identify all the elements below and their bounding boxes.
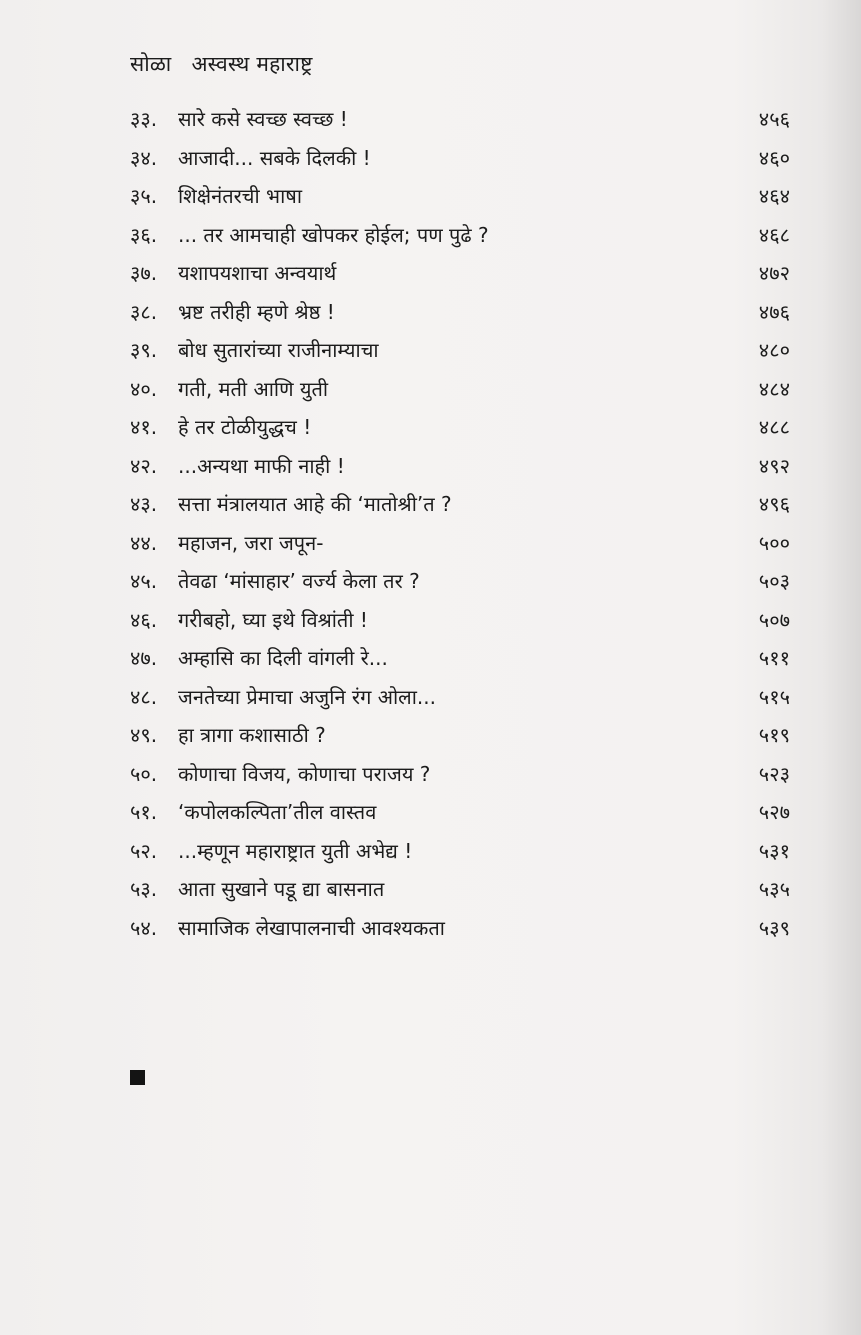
table-of-contents — [130, 100, 790, 947]
entry-number: ३९. — [130, 338, 158, 362]
toc-entry — [130, 139, 790, 178]
book-title: अस्वस्थ महाराष्ट्र — [191, 52, 313, 76]
toc-entry — [130, 177, 790, 216]
entry-number: ४६. — [130, 607, 158, 632]
toc-entry — [130, 678, 790, 717]
entry-page: ५१९ — [758, 723, 790, 747]
entry-page: ४५६ — [758, 107, 790, 131]
entry-number: ३७. — [130, 261, 158, 285]
entry-title: यशापयशाचा अन्वयार्थ — [178, 261, 337, 285]
entry-page: ४६० — [758, 145, 790, 170]
entry-number: ४०. — [130, 376, 158, 401]
entry-page: ५२७ — [758, 800, 790, 824]
entry-title: हे तर टोळीयुद्धच ! — [178, 415, 312, 439]
entry-title: ...म्हणून महाराष्ट्रात युती अभेद्य ! — [178, 838, 413, 863]
entry-page: ४९२ — [758, 453, 790, 478]
entry-title: कोणाचा विजय, कोणाचा पराजय ? — [178, 761, 431, 786]
toc-entry — [130, 716, 790, 755]
entry-page: ५१५ — [758, 684, 790, 709]
entry-title: शिक्षेनंतरची भाषा — [178, 184, 303, 208]
entry-title: ... तर आमचाही खोपकर होईल; पण पुढे ? — [178, 222, 489, 247]
entry-number: ४२. — [130, 453, 158, 478]
entry-page: ५०० — [758, 530, 790, 555]
entry-number: ४४. — [130, 530, 158, 555]
entry-number: ४३. — [130, 492, 158, 516]
end-square-mark — [130, 1070, 145, 1085]
entry-number: ५४. — [130, 915, 158, 940]
entry-number: ५२. — [130, 838, 158, 863]
page-edge-shadow — [821, 0, 861, 1335]
entry-title: महाजन, जरा जपून- — [178, 530, 324, 555]
entry-title: आता सुखाने पडू द्या बासनात — [178, 877, 385, 901]
toc-entry — [130, 293, 790, 332]
entry-title: आजादी... सबके दिलकी ! — [178, 145, 371, 170]
entry-title: गती, मती आणि युती — [178, 376, 329, 401]
entry-page: ५३९ — [758, 915, 790, 940]
entry-title: सत्ता मंत्रालयात आहे की ‘मातोश्री’त ? — [178, 492, 452, 516]
entry-title: सामाजिक लेखापालनाची आवश्यकता — [178, 915, 445, 940]
entry-page: ५२३ — [758, 761, 790, 786]
entry-title: बोध सुतारांच्या राजीनाम्याचा — [178, 338, 379, 362]
toc-entry — [130, 100, 790, 139]
toc-entry — [130, 639, 790, 678]
toc-entry — [130, 755, 790, 794]
entry-page: ४६४ — [758, 184, 790, 208]
entry-title: तेवढा ‘मांसाहार’ वर्ज्य केला तर ? — [178, 569, 420, 593]
entry-page: ४८८ — [758, 415, 790, 439]
toc-entry — [130, 331, 790, 370]
toc-entry — [130, 216, 790, 255]
entry-page: ५३५ — [758, 877, 790, 901]
toc-entry — [130, 485, 790, 524]
toc-entry — [130, 909, 790, 948]
entry-page: ४८० — [758, 338, 790, 362]
toc-entry — [130, 447, 790, 486]
toc-entry — [130, 870, 790, 909]
running-header — [130, 50, 313, 78]
entry-title: भ्रष्ट तरीही म्हणे श्रेष्ठ ! — [178, 299, 335, 324]
entry-page: ५११ — [758, 646, 790, 670]
entry-number: ३३. — [130, 107, 158, 131]
entry-number: ४७. — [130, 646, 158, 670]
toc-entry — [130, 601, 790, 640]
entry-title: हा त्रागा कशासाठी ? — [178, 723, 326, 747]
toc-entry — [130, 408, 790, 447]
entry-page: ५०७ — [758, 607, 790, 632]
entry-page: ४९६ — [758, 492, 790, 516]
entry-page: ४७२ — [758, 261, 790, 285]
entry-title: जनतेच्या प्रेमाचा अजुनि रंग ओला... — [178, 684, 436, 709]
entry-page: ४६८ — [758, 222, 790, 247]
entry-title: सारे कसे स्वच्छ स्वच्छ ! — [178, 107, 348, 131]
entry-number: ५०. — [130, 761, 158, 786]
entry-number: ५१. — [130, 800, 158, 824]
toc-entry — [130, 524, 790, 563]
entry-number: ३८. — [130, 299, 158, 324]
entry-page: ५०३ — [758, 569, 790, 593]
entry-number: ३४. — [130, 145, 158, 170]
toc-entry — [130, 793, 790, 832]
entry-title: ...अन्यथा माफी नाही ! — [178, 453, 345, 478]
entry-page: ४८४ — [758, 376, 790, 401]
entry-page: ५३१ — [758, 838, 790, 863]
toc-entry — [130, 832, 790, 871]
entry-page: ४७६ — [758, 299, 790, 324]
entry-number: ५३. — [130, 877, 158, 901]
toc-entry — [130, 370, 790, 409]
entry-number: ४८. — [130, 684, 158, 709]
entry-number: ३५. — [130, 184, 158, 208]
entry-title: अम्हासि का दिली वांगली रे... — [178, 646, 388, 670]
toc-entry — [130, 254, 790, 293]
entry-number: ४९. — [130, 723, 158, 747]
entry-title: गरीबहो, घ्या इथे विश्रांती ! — [178, 607, 368, 632]
entry-number: ३६. — [130, 222, 158, 247]
page-label: सोळा — [130, 52, 172, 76]
entry-title: ‘कपोलकल्पिता’तील वास्तव — [178, 800, 377, 824]
entry-number: ४१. — [130, 415, 158, 439]
entry-number: ४५. — [130, 569, 158, 593]
toc-entry — [130, 562, 790, 601]
